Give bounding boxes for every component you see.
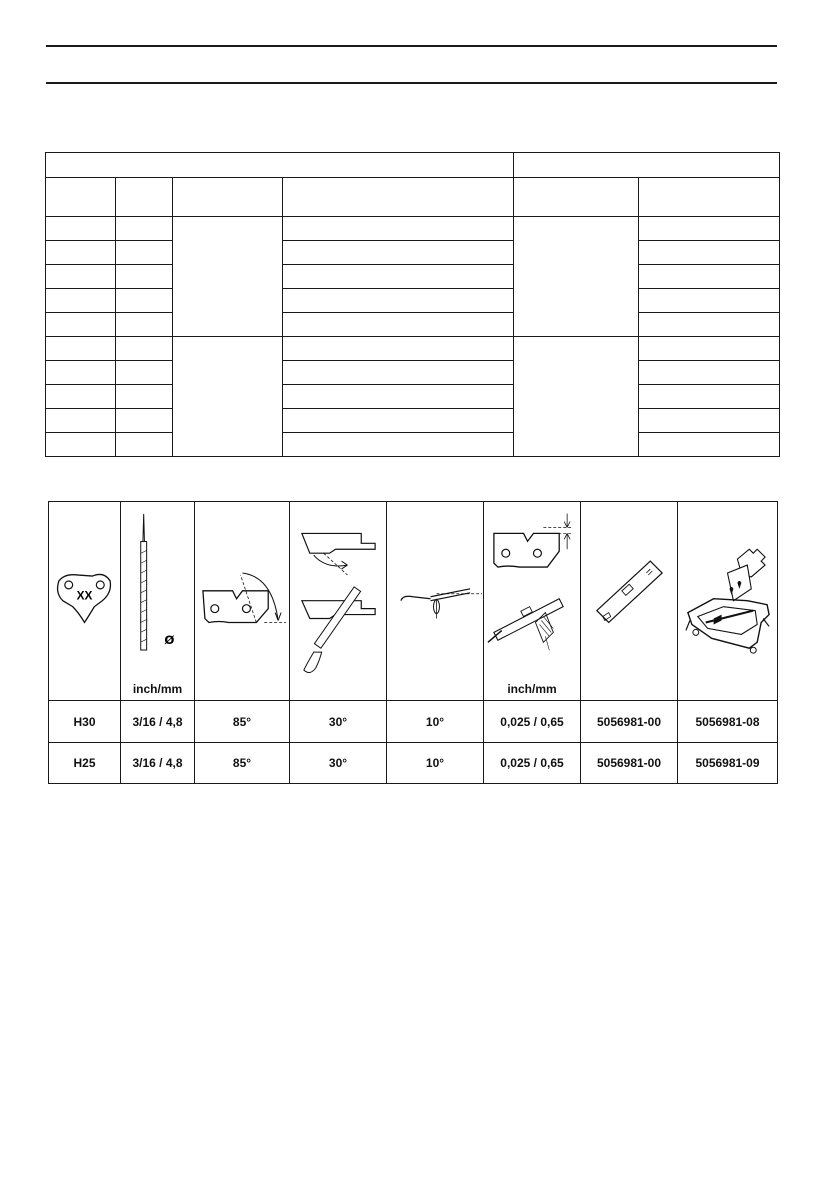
gauge-tool-part-number: 5056981-00: [581, 742, 678, 783]
spec-cell: [283, 265, 514, 289]
chain-code-cell: H25: [49, 742, 121, 783]
chain-code-cell: H30: [49, 701, 121, 742]
spec-cell: [283, 217, 514, 241]
spec-cell: [639, 313, 780, 337]
spec-cell: [46, 217, 116, 241]
spec-cell: [283, 361, 514, 385]
spec-cell: [116, 313, 173, 337]
spec-header-cell: [46, 178, 116, 217]
spec-cell: [116, 409, 173, 433]
round-file-cell: [121, 502, 195, 701]
spec-cell: [639, 217, 780, 241]
header-rule: [46, 82, 777, 84]
holder-angle-value: 10°: [387, 701, 484, 742]
spec-cell: [116, 337, 173, 361]
spec-cell: [46, 409, 116, 433]
filing-angle-icon: [290, 502, 386, 700]
spec-cell: [639, 385, 780, 409]
spec-cell: [116, 433, 173, 457]
spec-cell: [116, 289, 173, 313]
spec-cell: [46, 385, 116, 409]
top-plate-angle-value: 85°: [195, 701, 290, 742]
depth-gauge-tool-cell: [581, 502, 678, 701]
depth-gauge-value: 0,025 / 0,65: [484, 701, 581, 742]
spec-cell: [639, 289, 780, 313]
table-row: [49, 701, 778, 742]
spec-cell: [283, 385, 514, 409]
spec-cell: [639, 241, 780, 265]
depth-gauge-value: 0,025 / 0,65: [484, 742, 581, 783]
sharpening-table: [48, 501, 777, 784]
spec-cell: [46, 265, 116, 289]
spec-cell: [46, 361, 116, 385]
round-file-icon: [121, 502, 194, 700]
filing-angle-value: 30°: [290, 701, 387, 742]
spec-cell: [639, 433, 780, 457]
file-gauge-holder-icon: [678, 502, 777, 700]
cutter-tooth-code-cell: [49, 502, 121, 701]
file-gauge-holder-cell: [678, 502, 778, 701]
spec-cell: [116, 241, 173, 265]
spec-merged-cell: [514, 217, 639, 337]
gauge-tool-part-number: 5056981-00: [581, 701, 678, 742]
depth-gauge-setting-cell: [484, 502, 581, 701]
depth-gauge-tool-icon: [581, 502, 677, 700]
top-plate-angle-icon: [195, 502, 289, 700]
file-holder-angle-icon: [387, 502, 483, 700]
spec-header-cell: [283, 178, 514, 217]
spec-cell: [116, 265, 173, 289]
spec-header-cell: [514, 178, 639, 217]
holder-angle-value: 10°: [387, 742, 484, 783]
tooth-code-mark: XX: [76, 588, 93, 603]
spec-cell: [116, 217, 173, 241]
specification-table: [45, 152, 779, 456]
cutter-tooth-code-icon: [49, 502, 120, 700]
file-unit-label: inch/mm: [132, 682, 183, 697]
table-row: [49, 742, 778, 783]
top-plate-angle-cell: [195, 502, 290, 701]
filing-angle-cell: [290, 502, 387, 701]
spec-header-cell: [116, 178, 173, 217]
filing-angle-value: 30°: [290, 742, 387, 783]
spec-header-cell: [639, 178, 780, 217]
file-gauge-part-number: 5056981-09: [678, 742, 778, 783]
top-plate-angle-value: 85°: [195, 742, 290, 783]
spec-header-cell: [173, 178, 283, 217]
file-holder-angle-cell: [387, 502, 484, 701]
spec-cell: [46, 241, 116, 265]
file-size-cell: 3/16 / 4,8: [121, 742, 195, 783]
spec-cell: [46, 337, 116, 361]
spec-cell: [116, 361, 173, 385]
diameter-mark: Ø: [164, 633, 175, 648]
spec-cell: [639, 361, 780, 385]
spec-cell: [283, 433, 514, 457]
spec-merged-cell: [173, 217, 283, 337]
spec-cell: [283, 289, 514, 313]
spec-cell: [283, 409, 514, 433]
spec-header-group-right: [514, 153, 780, 178]
depth-gauge-setting-icon: [484, 502, 580, 700]
spec-merged-cell: [514, 337, 639, 457]
depth-gauge-unit-label: inch/mm: [507, 682, 557, 697]
spec-merged-cell: [173, 337, 283, 457]
spec-cell: [283, 241, 514, 265]
spec-cell: [283, 313, 514, 337]
spec-cell: [639, 337, 780, 361]
file-size-cell: 3/16 / 4,8: [121, 701, 195, 742]
spec-cell: [639, 265, 780, 289]
spec-cell: [639, 409, 780, 433]
spec-cell: [46, 313, 116, 337]
spec-cell: [283, 337, 514, 361]
spec-cell: [116, 385, 173, 409]
spec-cell: [46, 289, 116, 313]
spec-header-group-left: [46, 153, 514, 178]
top-rule: [46, 45, 777, 47]
spec-cell: [46, 433, 116, 457]
file-gauge-part-number: 5056981-08: [678, 701, 778, 742]
